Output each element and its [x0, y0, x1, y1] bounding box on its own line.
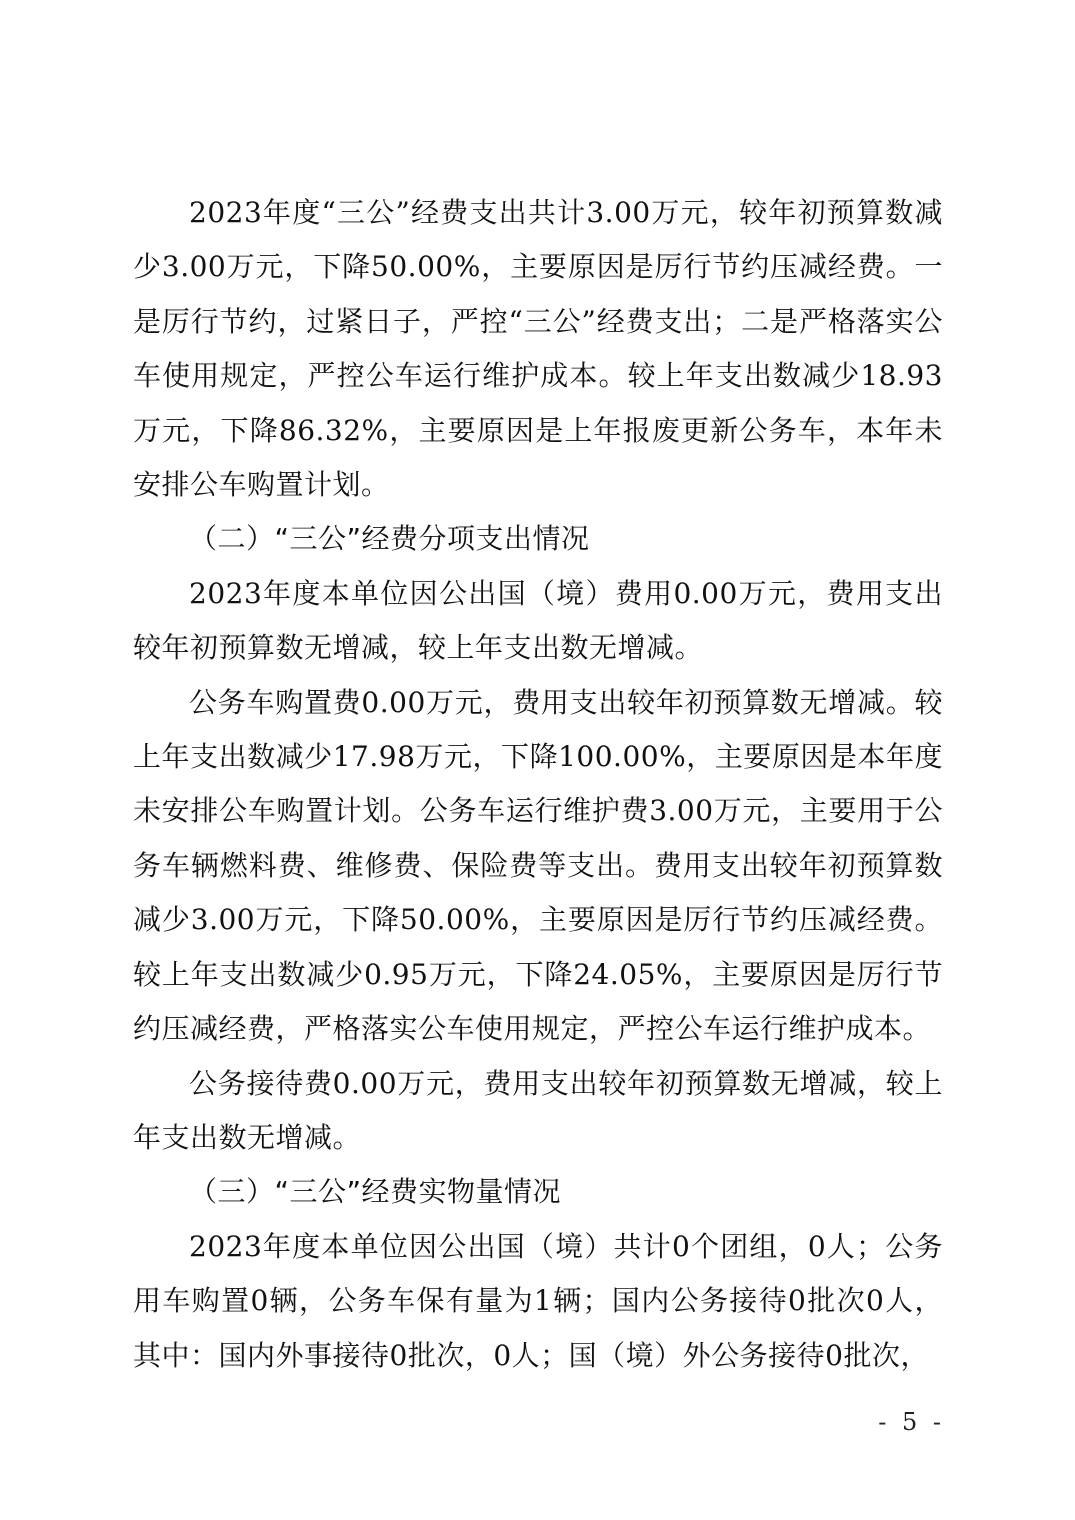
- paragraph-overseas-travel: 2023年度本单位因公出国（境）费用0.00万元，费用支出较年初预算数无增减，较上年支出数无增减。: [133, 576, 943, 665]
- paragraph-vehicle-costs: 公务车购置费0.00万元，费用支出较年初预算数无增减。较上年支出数减少17.98万元，下降100.00%，主要原因是本年度未安排公车购置计划。公务车运行维护费3.00万元，主要用于公务车辆燃料费、维修费、保险费等支出。费用支出较年初预算数减少3.00万元，下降50.00%，主要原因是厉行节约压减经费。较上年支出数减少0.95万元，下降24.05%，主要原因是厉行节约压减经费，严格落实公车使用规定，严控公车运行维护成本。: [133, 685, 943, 1046]
- section-heading-physical-quantity: （三）“三公”经费实物量情况: [189, 1175, 562, 1209]
- section-heading-itemized: （二）“三公”经费分项支出情况: [189, 522, 590, 556]
- paragraph-physical-quantity: 2023年度本单位因公出国（境）共计0个团组，0人；公务用车购置0辆，公务车保有量为1辆；国内公务接待0批次0人，其中：国内外事接待0批次，0人；国（境）外公务接待0批次，: [133, 1229, 943, 1372]
- document-body: [133, 186, 943, 1383]
- paragraph-reception-costs: 公务接待费0.00万元，费用支出较年初预算数无增减，较上年支出数无增减。: [133, 1066, 943, 1154]
- paragraph-summary: 2023年度“三公”经费支出共计3.00万元，较年初预算数减少3.00万元，下降50.00%，主要原因是厉行节约压减经费。一是厉行节约，过紧日子，严控“三公”经费支出；二是严格落实公车使用规定，严控公车运行维护成本。较上年支出数减少18.93万元，下降86.32%，主要原因是上年报废更新公务车，本年未安排公车购置计划。: [133, 196, 943, 502]
- page-number: - 5 -: [878, 1408, 945, 1436]
